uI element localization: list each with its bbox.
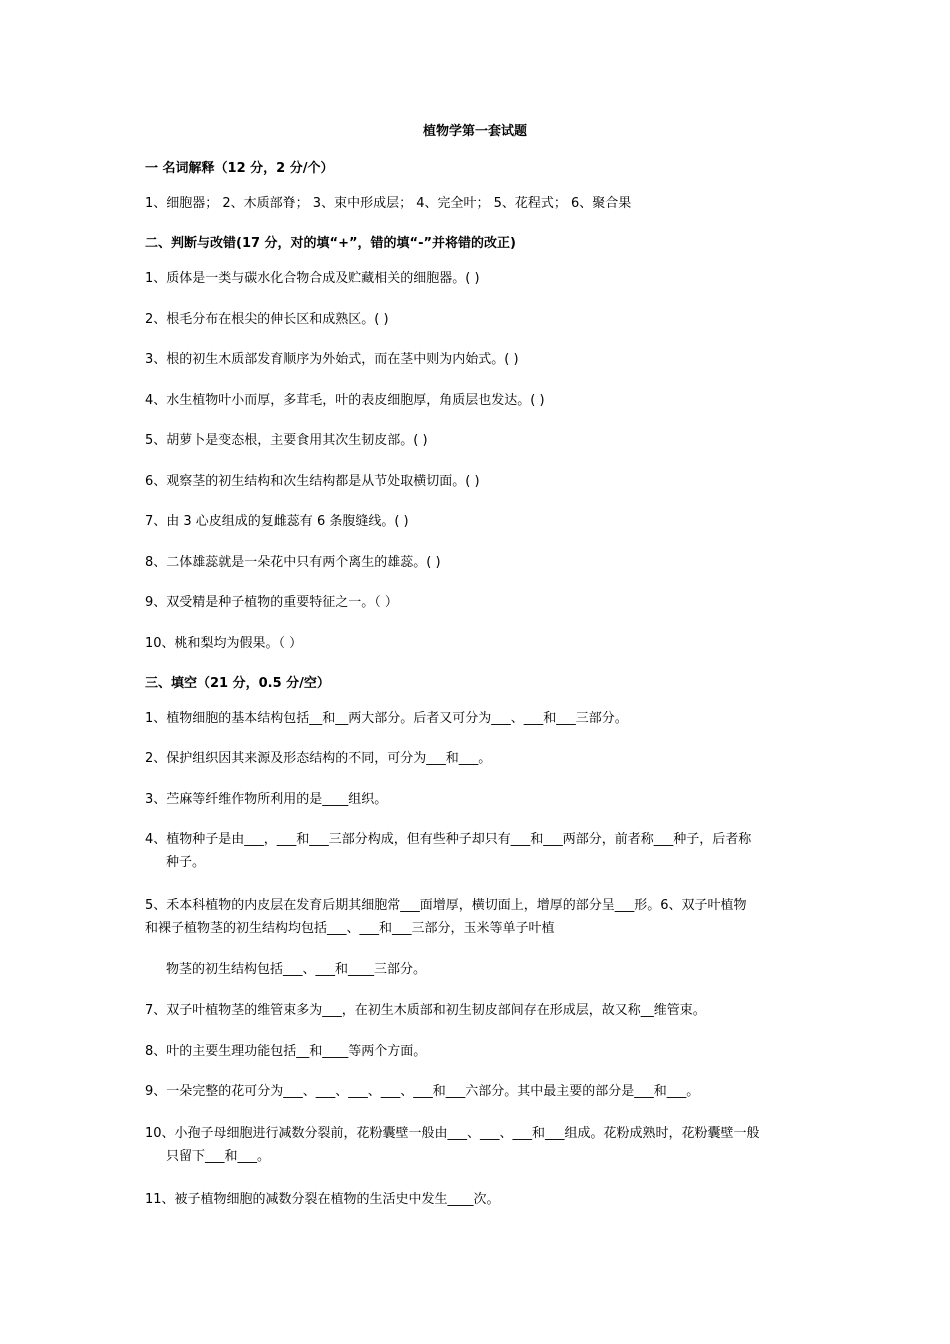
- question-item: 7、由 3 心皮组成的复雌蕊有 6 条腹缝线。( ): [145, 514, 409, 529]
- question-item: 4、水生植物叶小而厚，多茸毛，叶的表皮细胞厚，角质层也发达。( ): [145, 393, 545, 408]
- question-item: 10、桃和梨均为假果。（ ）: [145, 636, 303, 651]
- question-item: 8、叶的主要生理功能包括__和____等两个方面。: [145, 1044, 427, 1059]
- question-item: 9、一朵完整的花可分为___、___、___、___、___和___六部分。其中最主要的部分是___和___。: [145, 1084, 700, 1099]
- question-item: 1、植物细胞的基本结构包括__和__两大部分。后者又可分为___、___和___三部分。: [145, 711, 628, 726]
- question-item-continuation: 种子。: [166, 855, 206, 870]
- question-item: 5、禾本科植物的内皮层在发育后期其细胞常___面增厚，横切面上，增厚的部分呈___形。6、双子叶植物: [145, 898, 747, 913]
- question-item-continuation: 和裸子植物茎的初生结构均包括___、___和___三部分，玉米等单子叶植: [145, 921, 555, 936]
- question-item: 8、二体雄蕊就是一朵花中只有两个离生的雄蕊。( ): [145, 555, 441, 570]
- question-item: 11、被子植物细胞的减数分裂在植物的生活史中发生____次。: [145, 1192, 500, 1207]
- question-item: 2、保护组织因其来源及形态结构的不同，可分为___和___。: [145, 751, 492, 766]
- question-item: 5、胡萝卜是变态根，主要食用其次生韧皮部。( ): [145, 433, 428, 448]
- question-item: 10、小孢子母细胞进行减数分裂前，花粉囊壁一般由___、___、___和___组成。花粉成熟时，花粉囊壁一般: [145, 1126, 760, 1141]
- question-item: 1、质体是一类与碳水化合物合成及贮藏相关的细胞器。( ): [145, 271, 480, 286]
- section2-heading: 二、判断与改错(17 分，对的填“+”，错的填“-”并将错的改正): [145, 236, 516, 251]
- question-item: 6、观察茎的初生结构和次生结构都是从节处取横切面。( ): [145, 474, 480, 489]
- section1-heading: 一 名词解释（12 分，2 分/个）: [145, 161, 334, 176]
- question-item-continuation: 物茎的初生结构包括___、___和____三部分。: [166, 962, 427, 977]
- question-item-continuation: 只留下___和___。: [166, 1149, 271, 1164]
- section1-terms: 1、细胞器； 2、木质部脊； 3、束中形成层； 4、完全叶； 5、花程式； 6、聚合果: [145, 196, 632, 211]
- question-item: 2、根毛分布在根尖的伸长区和成熟区。( ): [145, 312, 389, 327]
- question-item: 4、植物种子是由___，___和___三部分构成，但有些种子却只有___和___两部分，前者称___种子，后者称: [145, 832, 752, 847]
- question-item: 3、根的初生木质部发育顺序为外始式，而在茎中则为内始式。( ): [145, 352, 519, 367]
- question-item: 3、苎麻等纤维作物所利用的是____组织。: [145, 792, 388, 807]
- question-item: 7、双子叶植物茎的维管束多为___，在初生木质部和初生韧皮部间存在形成层，故又称__维管束。: [145, 1003, 706, 1018]
- question-item: 9、双受精是种子植物的重要特征之一。（ ）: [145, 595, 398, 610]
- section3-heading: 三、填空（21 分，0.5 分/空）: [145, 676, 330, 691]
- page-title: 植物学第一套试题: [422, 124, 527, 139]
